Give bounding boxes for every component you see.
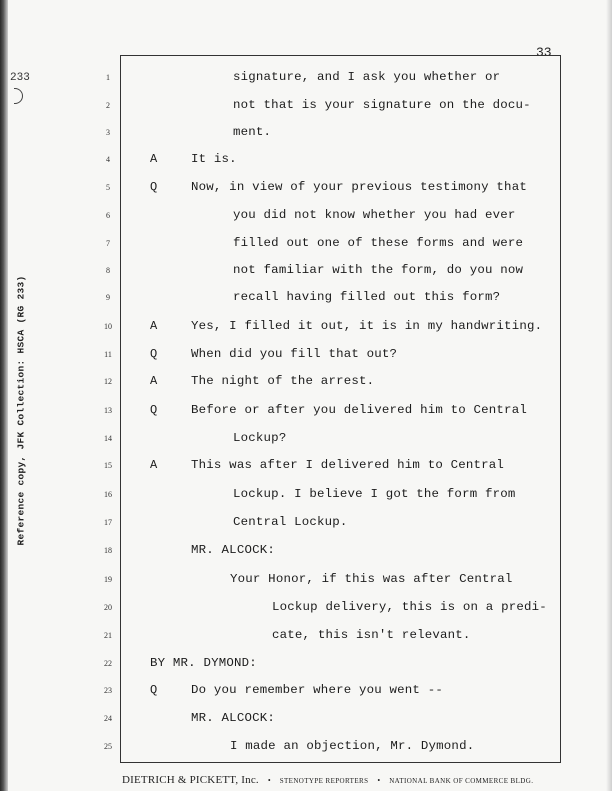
line-number: 16 xyxy=(104,490,112,499)
transcript-line: Do you remember where you went -- xyxy=(191,683,443,697)
speaker-marker: Q xyxy=(150,683,158,697)
footer-bank: NATIONAL BANK OF COMMERCE BLDG. xyxy=(389,777,534,785)
footer-separator-1: • xyxy=(267,776,271,785)
line-number: 18 xyxy=(104,546,112,555)
transcript-line: It is. xyxy=(191,152,237,166)
transcript-line: Lockup. I believe I got the form from xyxy=(233,487,516,501)
line-number: 13 xyxy=(104,406,112,415)
transcript-line: MR. ALCOCK: xyxy=(191,711,275,725)
speaker-marker: A xyxy=(150,319,158,333)
transcript-line: Lockup delivery, this is on a predi- xyxy=(272,600,547,614)
line-number: 15 xyxy=(104,461,112,470)
transcript-line: filled out one of these forms and were xyxy=(233,236,524,250)
footer xyxy=(122,770,562,788)
transcript-line: I made an objection, Mr. Dymond. xyxy=(230,739,475,753)
transcript-line: signature, and I ask you whether or xyxy=(233,70,501,84)
transcript-line: When did you fill that out? xyxy=(191,347,398,361)
footer-firm: DIETRICH & PICKETT, Inc. xyxy=(122,774,259,786)
transcript-line: cate, this isn't relevant. xyxy=(272,628,471,642)
transcript-line: Now, in view of your previous testimony that xyxy=(191,180,527,194)
archive-stamp xyxy=(8,260,34,560)
margin-note: 233 xyxy=(10,72,30,84)
transcript-line: The night of the arrest. xyxy=(191,374,375,388)
transcript-line: not familiar with the form, do you now xyxy=(233,263,524,277)
line-number: 8 xyxy=(106,266,110,275)
transcript-line: Yes, I filled it out, it is in my handwriting. xyxy=(191,319,543,333)
transcript-line: Before or after you delivered him to Central xyxy=(191,403,527,417)
transcript-line: ment. xyxy=(233,125,272,139)
line-number: 22 xyxy=(104,659,112,668)
archive-stamp-text: Reference copy, JFK Collection: HSCA (RG 233) xyxy=(15,274,27,546)
transcript-line: Your Honor, if this was after Central xyxy=(230,572,513,586)
line-number: 25 xyxy=(104,742,112,751)
transcript-line: you did not know whether you had ever xyxy=(233,208,516,222)
line-number: 20 xyxy=(104,603,112,612)
transcript-line: recall having filled out this form? xyxy=(233,290,501,304)
line-number: 7 xyxy=(106,239,110,248)
page-number: 33 xyxy=(536,45,552,60)
footer-separator-2: • xyxy=(377,776,381,785)
transcript-line: This was after I delivered him to Central xyxy=(191,458,505,472)
line-number: 5 xyxy=(106,183,110,192)
line-number: 11 xyxy=(104,350,112,359)
footer-reporters: STENOTYPE REPORTERS xyxy=(279,777,369,785)
line-number: 17 xyxy=(104,518,112,527)
scan-edge-right xyxy=(606,0,612,791)
line-number: 4 xyxy=(106,155,110,164)
scan-edge-left xyxy=(0,0,8,791)
line-number: 6 xyxy=(106,211,110,220)
line-number: 1 xyxy=(106,73,110,82)
speaker-marker: A xyxy=(150,374,158,388)
line-number: 2 xyxy=(106,101,110,110)
speaker-marker: Q xyxy=(150,347,158,361)
transcript-line: not that is your signature on the docu- xyxy=(233,98,531,112)
line-number: 10 xyxy=(104,322,112,331)
line-number: 12 xyxy=(104,377,112,386)
speaker-marker: Q xyxy=(150,403,158,417)
line-number: 23 xyxy=(104,686,112,695)
line-number: 9 xyxy=(106,293,110,302)
transcript-line: Lockup? xyxy=(233,431,287,445)
line-number: 21 xyxy=(104,631,112,640)
transcript-line: Central Lockup. xyxy=(233,515,348,529)
speaker-marker: A xyxy=(150,152,158,166)
transcript-line: MR. ALCOCK: xyxy=(191,543,275,557)
transcript-line: BY MR. DYMOND: xyxy=(150,656,257,670)
line-number: 14 xyxy=(104,434,112,443)
margin-handwritten-mark xyxy=(14,88,23,104)
speaker-marker: Q xyxy=(150,180,158,194)
speaker-marker: A xyxy=(150,458,158,472)
line-number: 24 xyxy=(104,714,112,723)
line-number: 19 xyxy=(104,575,112,584)
line-number: 3 xyxy=(106,128,110,137)
